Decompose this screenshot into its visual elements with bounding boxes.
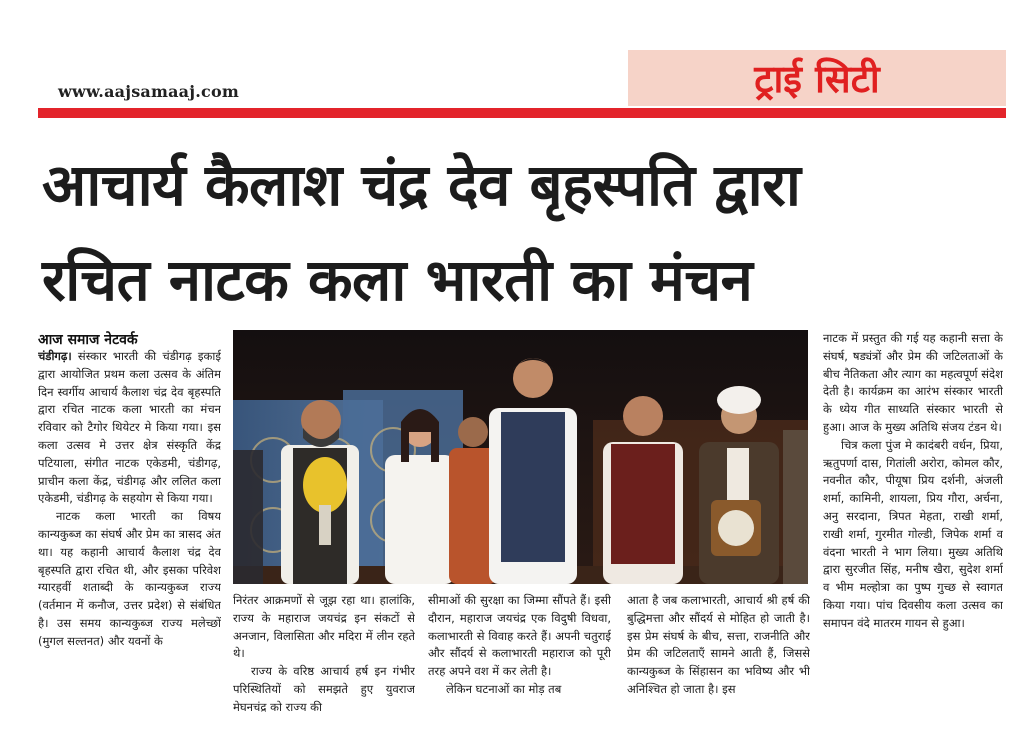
headline-line-2: रचित नाटक कला भारती का मंचन: [42, 246, 753, 314]
column-5-paragraph-1: नाटक में प्रस्तुत की गई यह कहानी सत्ता के संघर्ष, षड्यंत्रों और प्रेम की जटिलताओं के बीच नैतिकता और त्याग का महत्वपूर्ण संदेश देती है। कार्यक्रम का आरंभ संस्कार भारती के ध्येय गीत साध्यति संस्कार भारती से हुआ। आज के मुख्य अतिथि संजय टंडन थे।: [823, 331, 1003, 434]
column-3-paragraph-2: लेकिन घटनाओं का मोड़ तब: [446, 681, 562, 696]
column-1-paragraph-1: संस्कार भारती की चंडीगढ़ इकाई द्वारा आयोजित प्रथम कला उत्सव के अंतिम दिन स्वर्गीय आचार्य कैलाश चंद्र देव बृहस्पति द्वारा रचित नाटक कला भारती का मंचन रविवार को टैगोर थियेटर मे किया गया। इस कला उत्सव मे उत्तर क्षेत्र संस्कृति केंद्र पटियाला, संगीत नाटक एकेडमी, चंडीगढ़, प्राचीन कला केंद्र, चंडीगढ़ और ललित कला एकेडमी, चंडीगढ़ के सहयोग से किया गया।: [38, 349, 221, 506]
article-column-1: [38, 348, 221, 728]
article-column-2: [233, 592, 415, 732]
column-2-paragraph-2: राज्य के वरिष्ठ आचार्य हर्ष इन गंभीर परिस्थितियों को समझते हुए युवराज मेघनचंद्र को राज्य की: [233, 664, 415, 714]
byline: आज समाज नेटवर्क: [38, 332, 138, 348]
event-photo: [233, 330, 808, 584]
site-url: www.aajsamaaj.com: [58, 82, 239, 101]
article-column-3: [428, 592, 611, 732]
column-5-paragraph-2: चित्र कला पुंज मे कादंबरी वर्धन, प्रिया, ऋतुपर्णा दास, गितांली अरोरा, कोमल कौर, नवनीत कौर, पीयूषा प्रिय दर्शनी, अंजली शर्मा, कामिनी, शायला, प्रिय गौरा, अर्चना, अनु सरदाना, त्रिपत मेहता, राखी शर्मा, राखी शर्मा, गुरमीत गोल्डी, जिपेक शर्मा व वंदना भारती ने भाग लिया। मुख्य अतिथि द्वारा सुरजीत सिंह, मनीष खैरा, सुदेश शर्मा व भीम मल्होत्रा का पुष्प गुच्छ से स्वागत किया गया। पांच दिवसीय कला उत्सव का समापन वंदे मातरम गायन से हुआ।: [823, 437, 1003, 630]
column-3-paragraph-1: सीमाओं की सुरक्षा का जिम्मा सौंपते हैं। इसी दौरान, महाराज जयचंद्र एक विदुषी विधवा, कलाभारती से विवाह करते हैं। अपनी चतुराई और सौंदर्य से कलाभारती महाराज को पूरी तरह अपने वश में कर लेती है।: [428, 593, 611, 679]
header-rule: [38, 108, 1006, 118]
column-2-paragraph-1: निरंतर आक्रमणों से जूझ रहा था। हालांकि, राज्य के महाराज जयचंद्र इन संकटों से अनजान, विलासिता और मदिरा में लीन रहते थे।: [233, 593, 415, 661]
section-label: ट्राई सिटी: [754, 57, 880, 101]
article-column-5: [823, 330, 1003, 730]
headline-line-1: आचार्य कैलाश चंद्र देव बृहस्पति द्वारा: [42, 151, 801, 219]
event-photo-illustration: [233, 330, 808, 584]
article-column-4: [627, 592, 810, 732]
column-4-paragraph-1: आता है जब कलाभारती, आचार्य श्री हर्ष की बुद्धिमत्ता और सौंदर्य से मोहित हो जाती है। इस प्रेम संघर्ष के बीच, सत्ता, राजनीति और प्रेम की जटिलताएँ सामने आती हैं, जिससे कान्यकुब्ज के सिंहासन का भविष्य और भी अनिश्चित हो जाता है। इस: [627, 593, 810, 696]
column-1-paragraph-2: नाटक कला भारती का विषय कान्यकुब्ज का संघर्ष और प्रेम का त्रासद अंत था। यह कहानी आचार्य कैलाश चंद्र देव बृहस्पति द्वारा रचित थी, और इसका परिवेश ग्यारहवीं शताब्दी के कान्यकुब्ज राज्य (वर्तमान में कनौज, उत्तर प्रदेश) से संबंधित है। उस समय कान्यकुब्ज राज्य मलेच्छों (मुगल सल्तनत) और यवनों के: [38, 509, 221, 648]
dateline: चंडीगढ़।: [38, 349, 72, 363]
section-banner: [628, 50, 1006, 106]
